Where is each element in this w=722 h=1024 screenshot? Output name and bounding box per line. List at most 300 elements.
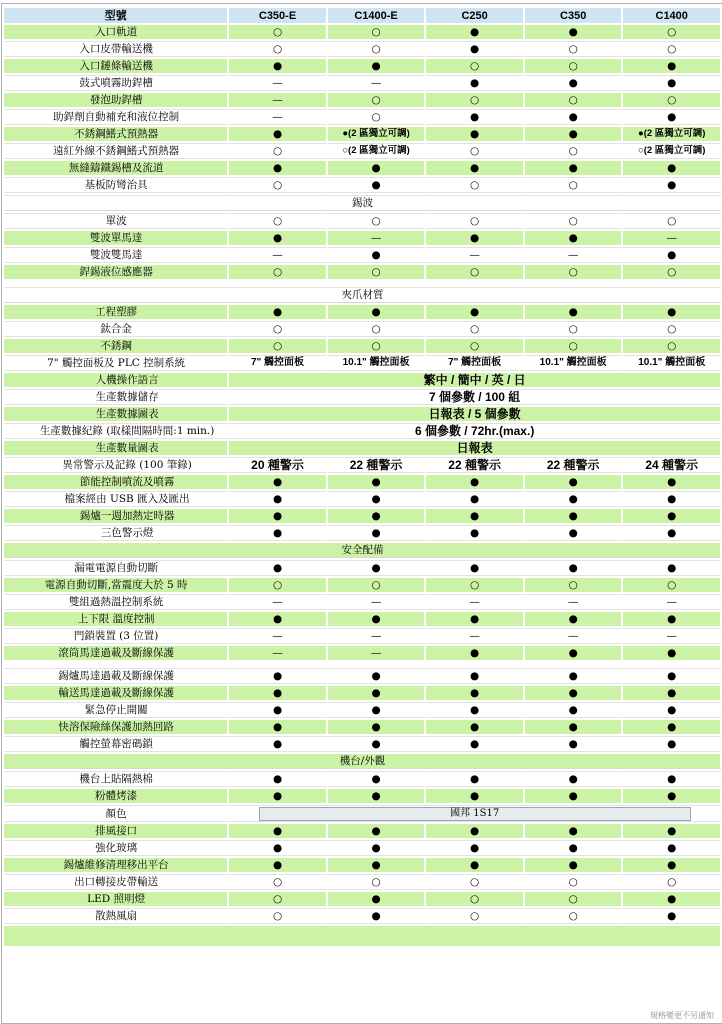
row-label: 節能控制噴流及噴霧 <box>4 475 229 489</box>
value-cell: ● <box>229 824 328 838</box>
table-row <box>4 560 722 576</box>
value-cell: ○ <box>525 908 624 924</box>
value-cell: ○ <box>426 874 525 890</box>
row-label: 粉體烤漆 <box>4 789 229 803</box>
table-row <box>4 161 722 175</box>
value-cell: — <box>328 231 427 245</box>
value-cell: ● <box>426 686 525 700</box>
row-label: 上下限 溫度控制 <box>4 612 229 626</box>
value-cell: ● <box>623 560 722 576</box>
value-cell: ● <box>328 668 427 684</box>
value-cell: ● <box>623 686 722 700</box>
table-row <box>4 702 722 718</box>
spacer <box>4 281 722 285</box>
value-cell: ● <box>623 109 722 125</box>
section-title: 安全配備 <box>4 543 722 558</box>
value-cell: — <box>229 109 328 125</box>
table-row <box>4 373 722 387</box>
value-cell: ○ <box>426 321 525 337</box>
value-cell: ○ <box>328 265 427 279</box>
value-cell: — <box>328 628 427 644</box>
value-cell: ● <box>328 177 427 193</box>
value-cell: ○ <box>623 25 722 39</box>
model-c350e: C350-E <box>229 8 328 23</box>
color-value: 國邦 1S17 <box>259 807 691 821</box>
value-cell: ○ <box>229 177 328 193</box>
value-cell: ● <box>328 858 427 872</box>
value-cell: ○ <box>623 578 722 592</box>
section-header <box>4 754 722 769</box>
table-row <box>4 265 722 279</box>
plc-value: 7" 觸控面板 <box>426 355 525 371</box>
row-label: 單波 <box>4 213 229 229</box>
alarm-value: 22 種警示 <box>328 457 427 473</box>
value-cell: ● <box>229 789 328 803</box>
value-cell: ○ <box>426 177 525 193</box>
table-row <box>4 231 722 245</box>
value-cell: ● <box>229 305 328 319</box>
value-cell: ○ <box>426 339 525 353</box>
value-cell: ○ <box>426 892 525 906</box>
value-cell: ○ <box>229 25 328 39</box>
plc-value: 10.1" 觸控面板 <box>328 355 427 371</box>
row-label: 觸控螢幕密碼鎖 <box>4 736 229 752</box>
value-cell: ● <box>623 646 722 660</box>
value-cell: ○ <box>525 339 624 353</box>
table-row <box>4 646 722 660</box>
value-cell: ● <box>426 491 525 507</box>
row-label: 出口轉接皮帶輸送 <box>4 874 229 890</box>
row-label: 鼓式噴霧助銲槽 <box>4 75 229 91</box>
model-c1400e: C1400-E <box>328 8 427 23</box>
value-cell: ● <box>426 668 525 684</box>
plc-value: 10.1" 觸控面板 <box>525 355 624 371</box>
value-cell: ● <box>229 612 328 626</box>
value-cell: ○ <box>426 93 525 107</box>
value-cell: ● <box>229 127 328 141</box>
value-cell: ● <box>525 560 624 576</box>
value-cell: ●(2 區獨立可調) <box>623 127 722 141</box>
value-cell: ● <box>525 305 624 319</box>
row-label: 排風接口 <box>4 824 229 838</box>
value-cell: ● <box>426 161 525 175</box>
value-cell: ○ <box>426 213 525 229</box>
value-cell: — <box>229 594 328 610</box>
row-label: 錫爐馬達過載及斷線保護 <box>4 668 229 684</box>
span-value: 7 個參數 / 100 組 <box>229 389 722 405</box>
value-cell: ○ <box>328 25 427 39</box>
table-row <box>4 612 722 626</box>
value-cell: ● <box>426 736 525 752</box>
row-label: 入口鏈條輸送機 <box>4 59 229 73</box>
table-row <box>4 805 722 822</box>
value-cell: ● <box>229 858 328 872</box>
value-cell: ● <box>229 702 328 718</box>
value-cell: ● <box>525 646 624 660</box>
value-cell: — <box>229 646 328 660</box>
row-label: 人機操作語言 <box>4 373 229 387</box>
value-cell: — <box>229 247 328 263</box>
value-cell: ● <box>623 858 722 872</box>
value-cell: ● <box>426 789 525 803</box>
value-cell: — <box>328 646 427 660</box>
row-label: 遠紅外線不銹鋼鰭式預熱器 <box>4 143 229 159</box>
row-label: 不銹鋼 <box>4 339 229 353</box>
value-cell: ● <box>426 75 525 91</box>
value-cell: ● <box>426 771 525 787</box>
value-cell: ● <box>623 824 722 838</box>
value-cell: ● <box>328 305 427 319</box>
table-row <box>4 475 722 489</box>
value-cell: — <box>623 628 722 644</box>
row-label: 三色警示燈 <box>4 525 229 541</box>
value-cell: — <box>426 594 525 610</box>
table-row <box>4 491 722 507</box>
value-cell: ○(2 區獨立可調) <box>328 143 427 159</box>
value-cell: ○ <box>525 213 624 229</box>
row-label: 銲錫液位感應器 <box>4 265 229 279</box>
value-cell: ○ <box>229 578 328 592</box>
table-row <box>4 509 722 523</box>
value-cell: ● <box>525 475 624 489</box>
value-cell: — <box>229 75 328 91</box>
value-cell: ● <box>229 686 328 700</box>
value-cell: ● <box>426 109 525 125</box>
table-row <box>4 441 722 455</box>
row-label: 雙波單馬達 <box>4 231 229 245</box>
value-cell: ● <box>525 824 624 838</box>
value-cell: ● <box>525 525 624 541</box>
table-row <box>4 771 722 787</box>
footnote: 規格變更不另通知 <box>650 1011 714 1020</box>
value-cell: ○ <box>328 109 427 125</box>
row-label: 鈦合金 <box>4 321 229 337</box>
value-cell: ○ <box>229 874 328 890</box>
value-cell: ● <box>525 702 624 718</box>
plc-value: 7" 觸控面板 <box>229 355 328 371</box>
value-cell: ● <box>525 612 624 626</box>
value-cell: ● <box>623 177 722 193</box>
table-row <box>4 213 722 229</box>
row-label: 機台上貼隔熱棉 <box>4 771 229 787</box>
model-label: 型號 <box>4 8 229 23</box>
table-row <box>4 628 722 644</box>
spacer <box>4 662 722 666</box>
value-cell: ● <box>426 702 525 718</box>
value-cell: — <box>525 628 624 644</box>
row-label: 無縫鑄鐵錫槽及流道 <box>4 161 229 175</box>
span-value: 6 個參數 / 72hr.(max.) <box>229 423 722 439</box>
span-value: 日報表 / 5 個參數 <box>229 407 722 421</box>
value-cell: ● <box>328 908 427 924</box>
value-cell: ● <box>426 720 525 734</box>
section-header <box>4 195 722 211</box>
spacer-cell <box>4 281 722 285</box>
value-cell: ○ <box>525 892 624 906</box>
header-row <box>4 8 722 23</box>
value-cell: ● <box>623 161 722 175</box>
value-cell: ● <box>328 612 427 626</box>
value-cell: ● <box>229 840 328 856</box>
value-cell: — <box>426 628 525 644</box>
color-cell <box>229 805 722 822</box>
table-row <box>4 389 722 405</box>
section-title: 錫波 <box>4 195 722 211</box>
row-label: 生產數據紀錄 (取樣間隔時間:1 min.) <box>4 423 229 439</box>
value-cell: ● <box>328 720 427 734</box>
value-cell: ● <box>525 127 624 141</box>
value-cell: ○ <box>525 578 624 592</box>
value-cell: ● <box>328 161 427 175</box>
table-row <box>4 59 722 73</box>
value-cell: ● <box>525 109 624 125</box>
value-cell: ○ <box>525 143 624 159</box>
table-row <box>4 874 722 890</box>
value-cell: — <box>525 594 624 610</box>
bottom-row <box>4 926 722 946</box>
section-header <box>4 287 722 303</box>
value-cell: ● <box>328 491 427 507</box>
value-cell: ○ <box>229 892 328 906</box>
row-label: 雙波雙馬達 <box>4 247 229 263</box>
bottom-cell <box>4 926 722 946</box>
table-row <box>4 457 722 473</box>
table-row <box>4 525 722 541</box>
value-cell: — <box>229 93 328 107</box>
value-cell: ● <box>426 612 525 626</box>
row-label: 入口軌道 <box>4 25 229 39</box>
value-cell: ● <box>229 736 328 752</box>
value-cell: ● <box>229 525 328 541</box>
row-label: 基板防彎治具 <box>4 177 229 193</box>
value-cell: ● <box>229 161 328 175</box>
value-cell: ● <box>623 509 722 523</box>
row-label: 緊急停止開關 <box>4 702 229 718</box>
value-cell: ● <box>623 612 722 626</box>
table-row <box>4 720 722 734</box>
table-row <box>4 177 722 193</box>
table-row <box>4 321 722 337</box>
value-cell: ● <box>229 509 328 523</box>
value-cell: ○ <box>229 908 328 924</box>
value-cell: ● <box>623 305 722 319</box>
alarm-label: 異常警示及記錄 (100 筆錄) <box>4 457 229 473</box>
value-cell: ● <box>229 668 328 684</box>
value-cell: ○ <box>229 265 328 279</box>
value-cell: ● <box>623 75 722 91</box>
value-cell: ● <box>623 491 722 507</box>
row-label: 散熱風扇 <box>4 908 229 924</box>
value-cell: ● <box>525 720 624 734</box>
table-row <box>4 736 722 752</box>
value-cell: ● <box>525 736 624 752</box>
value-cell: ● <box>426 305 525 319</box>
spacer-cell <box>4 662 722 666</box>
value-cell: ● <box>229 560 328 576</box>
spec-body <box>4 25 722 946</box>
value-cell: ● <box>623 59 722 73</box>
table-row <box>4 908 722 924</box>
table-row <box>4 25 722 39</box>
value-cell: ○ <box>623 874 722 890</box>
table-row <box>4 127 722 141</box>
value-cell: ○ <box>328 321 427 337</box>
model-c350: C350 <box>525 8 624 23</box>
value-cell: ● <box>623 668 722 684</box>
row-label: 電源自動切斷,當震度大於 5 時 <box>4 578 229 592</box>
table-row <box>4 840 722 856</box>
value-cell: ● <box>426 646 525 660</box>
value-cell: ○ <box>328 874 427 890</box>
value-cell: — <box>623 594 722 610</box>
table-row <box>4 858 722 872</box>
table-row <box>4 339 722 353</box>
value-cell: ● <box>426 231 525 245</box>
value-cell: ● <box>229 231 328 245</box>
row-label: 入口皮帶輸送機 <box>4 41 229 57</box>
value-cell: ● <box>525 509 624 523</box>
section-title: 夾爪材質 <box>4 287 722 303</box>
table-row <box>4 305 722 319</box>
table-row <box>4 109 722 125</box>
table-row <box>4 892 722 906</box>
value-cell: ○ <box>229 41 328 57</box>
value-cell: ● <box>328 824 427 838</box>
value-cell: ○ <box>525 41 624 57</box>
value-cell: ○ <box>426 143 525 159</box>
row-label: 錫爐一週加熱定時器 <box>4 509 229 523</box>
value-cell: ● <box>328 771 427 787</box>
value-cell: ○ <box>525 321 624 337</box>
value-cell: ○ <box>426 578 525 592</box>
table-row <box>4 93 722 107</box>
value-cell: ● <box>328 247 427 263</box>
value-cell: ○ <box>525 93 624 107</box>
value-cell: ● <box>328 59 427 73</box>
value-cell: ● <box>525 771 624 787</box>
row-label: 生產數據儲存 <box>4 389 229 405</box>
value-cell: ● <box>328 686 427 700</box>
table-row <box>4 143 722 159</box>
row-label: LED 照明燈 <box>4 892 229 906</box>
value-cell: ○ <box>328 41 427 57</box>
value-cell: ● <box>229 59 328 73</box>
value-cell: ○ <box>426 59 525 73</box>
value-cell: ○ <box>525 177 624 193</box>
row-label: 檔案經由 USB 匯入及匯出 <box>4 491 229 507</box>
model-c250: C250 <box>426 8 525 23</box>
value-cell: ○ <box>229 213 328 229</box>
value-cell: ○ <box>229 321 328 337</box>
value-cell: ● <box>623 525 722 541</box>
value-cell: ● <box>623 720 722 734</box>
table-row <box>4 578 722 592</box>
spec-table <box>4 6 722 948</box>
value-cell: ○ <box>328 213 427 229</box>
value-cell: ● <box>426 127 525 141</box>
value-cell: ● <box>525 25 624 39</box>
value-cell: ● <box>426 525 525 541</box>
value-cell: — <box>525 247 624 263</box>
value-cell: ● <box>328 840 427 856</box>
value-cell: ● <box>525 668 624 684</box>
value-cell: — <box>426 247 525 263</box>
value-cell: ○ <box>623 339 722 353</box>
value-cell: ○(2 區獨立可調) <box>623 143 722 159</box>
value-cell: ○ <box>623 265 722 279</box>
value-cell: ● <box>229 491 328 507</box>
row-label: 滾筒馬達過載及斷線保護 <box>4 646 229 660</box>
value-cell: ● <box>623 475 722 489</box>
table-row <box>4 686 722 700</box>
value-cell: ○ <box>229 339 328 353</box>
section-title: 機台/外觀 <box>4 754 722 769</box>
table-row <box>4 407 722 421</box>
table-row <box>4 423 722 439</box>
row-label: 顏色 <box>4 805 229 822</box>
value-cell: — <box>328 594 427 610</box>
value-cell: ● <box>426 41 525 57</box>
value-cell: ● <box>623 789 722 803</box>
value-cell: ● <box>328 525 427 541</box>
row-label: 快溶保險絲保護加熱回路 <box>4 720 229 734</box>
spec-sheet <box>1 3 722 1024</box>
value-cell: ● <box>525 840 624 856</box>
row-label: 生產數據圖表 <box>4 407 229 421</box>
value-cell: ● <box>426 475 525 489</box>
value-cell: ● <box>525 858 624 872</box>
row-label: 雙組過熱溫控制系統 <box>4 594 229 610</box>
value-cell: ● <box>328 702 427 718</box>
value-cell: ● <box>623 702 722 718</box>
value-cell: ● <box>525 789 624 803</box>
value-cell: ● <box>229 771 328 787</box>
section-header <box>4 543 722 558</box>
value-cell: ○ <box>229 143 328 159</box>
span-value: 繁中 / 簡中 / 英 / 日 <box>229 373 722 387</box>
table-row <box>4 247 722 263</box>
row-label: 漏電電源自動切斷 <box>4 560 229 576</box>
value-cell: ● <box>426 840 525 856</box>
value-cell: ● <box>426 509 525 523</box>
alarm-value: 24 種警示 <box>623 457 722 473</box>
value-cell: ● <box>426 824 525 838</box>
plc-value: 10.1" 觸控面板 <box>623 355 722 371</box>
value-cell: ● <box>426 560 525 576</box>
value-cell: — <box>623 231 722 245</box>
value-cell: ○ <box>328 339 427 353</box>
value-cell: ● <box>229 720 328 734</box>
model-c1400: C1400 <box>623 8 722 23</box>
row-label: 工程塑膠 <box>4 305 229 319</box>
value-cell: ● <box>229 475 328 489</box>
value-cell: ● <box>525 231 624 245</box>
value-cell: ○ <box>328 578 427 592</box>
value-cell: ● <box>623 736 722 752</box>
value-cell: ○ <box>525 874 624 890</box>
value-cell: ● <box>623 840 722 856</box>
value-cell: ● <box>328 475 427 489</box>
alarm-value: 22 種警示 <box>525 457 624 473</box>
row-label: 發泡助銲槽 <box>4 93 229 107</box>
value-cell: ● <box>623 892 722 906</box>
value-cell: ○ <box>623 41 722 57</box>
row-label: 輸送馬達過載及斷線保護 <box>4 686 229 700</box>
table-row <box>4 668 722 684</box>
value-cell: ● <box>328 789 427 803</box>
value-cell: ● <box>525 491 624 507</box>
alarm-value: 22 種警示 <box>426 457 525 473</box>
